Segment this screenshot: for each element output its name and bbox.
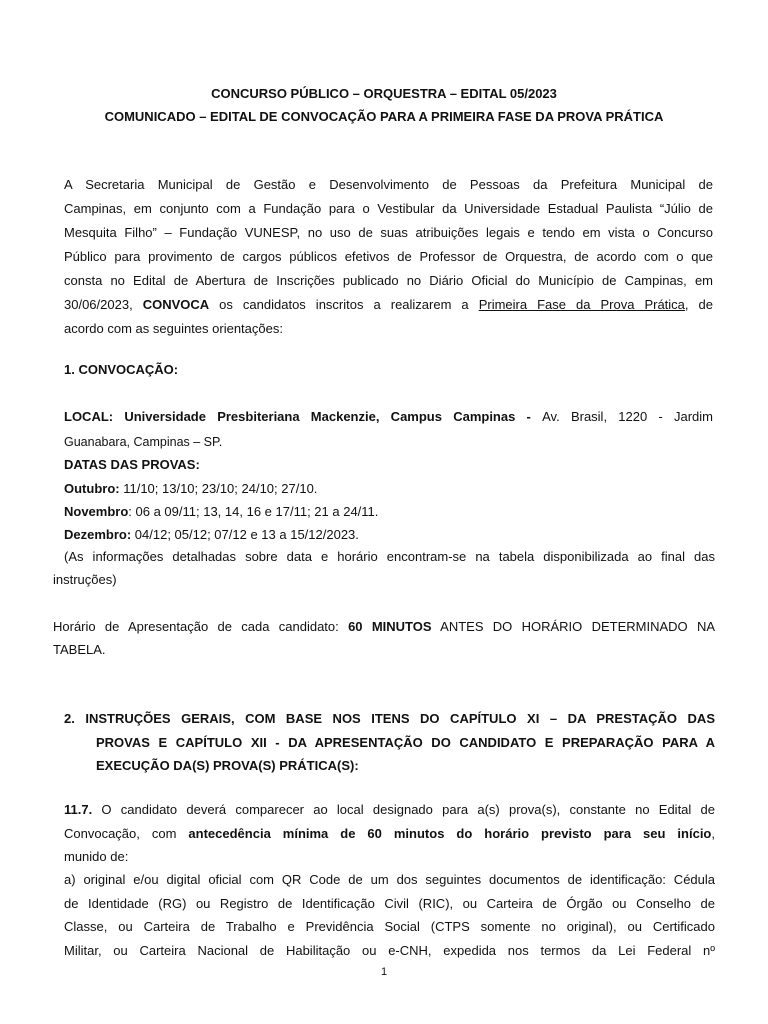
horario-line: Horário de Apresentação de cada candidato: 60 MINUTOS ANTES DO HORÁRIO DETERMINADO NA: [53, 619, 716, 634]
dezembro-line: Dezembro: 04/12; 05/12; 07/12 e 13 a 15/12/2023.: [64, 527, 359, 542]
intro-line: Mesquita Filho” – Fundação VUNESP, no uso de suas atribuições legais e tendo em vista o Concurso: [64, 225, 713, 240]
intro-line: acordo com as seguintes orientações:: [64, 321, 283, 336]
item-a-line: de Identidade (RG) ou Registro de Identificação Civil (RIC), ou Carteira de Órgão ou Conselho de: [64, 896, 715, 911]
local-address: Guanabara, Campinas – SP.: [64, 435, 223, 449]
intro-line: Campinas, em conjunto com a Fundação para o Vestibular da Universidade Estadual Paulista “Júlio de: [64, 201, 713, 216]
item-11-7-line: Convocação, com antecedência mínima de 60 minutos do horário previsto para seu início,: [64, 826, 716, 841]
section-2-title: PROVAS E CAPÍTULO XII - DA APRESENTAÇÃO DO CANDIDATO E PREPARAÇÃO PARA A: [96, 735, 715, 750]
item-a-line: a) original e/ou digital oficial com QR Code de um dos seguintes documentos de identificação: Cédula: [64, 872, 715, 887]
datas-label: DATAS DAS PROVAS:: [64, 457, 200, 472]
info-line: instruções): [53, 572, 117, 587]
info-line: (As informações detalhadas sobre data e horário encontram-se na tabela disponibilizada ao final das: [64, 549, 715, 564]
section-2-title: EXECUÇÃO DA(S) PROVA(S) PRÁTICA(S):: [96, 758, 359, 773]
header-subtitle: COMUNICADO – EDITAL DE CONVOCAÇÃO PARA A PRIMEIRA FASE DA PROVA PRÁTICA: [104, 109, 664, 124]
primeira-fase-underline: Primeira Fase da Prova Prática: [478, 297, 685, 312]
page-number: 1: [380, 966, 388, 978]
item-a-line: Militar, ou Carteira Nacional de Habilitação ou e-CNH, expedida nos termos da Lei Federal nº: [64, 943, 715, 958]
intro-line: A Secretaria Municipal de Gestão e Desenvolvimento de Pessoas da Prefeitura Municipal de: [64, 177, 713, 192]
item-11-7-line: munido de:: [64, 849, 129, 864]
outubro-line: Outubro: 11/10; 13/10; 23/10; 24/10; 27/10.: [64, 481, 318, 496]
intro-line: consta no Edital de Abertura de Inscrições publicado no Diário Oficial do Município de Campinas, em: [64, 273, 713, 288]
local-line: LOCAL: Universidade Presbiteriana Mackenzie, Campus Campinas - Av. Brasil, 1220 - Jardim: [64, 409, 714, 424]
horario-line: TABELA.: [53, 642, 106, 657]
intro-line: Público para provimento de cargos públicos efetivos de Professor de Orquestra, de acordo com o que: [64, 249, 713, 264]
section-1-title: 1. CONVOCAÇÃO:: [64, 362, 179, 377]
item-11-7-line: 11.7. O candidato deverá comparecer ao local designado para a(s) prova(s), constante no Edital de: [64, 802, 715, 817]
header-title: CONCURSO PÚBLICO – ORQUESTRA – EDITAL 05/2023: [211, 86, 557, 101]
item-a-line: Classe, ou Carteira de Trabalho e Previdência Social (CTPS somente no original), ou Certificado: [64, 919, 715, 934]
novembro-line: Novembro: 06 a 09/11; 13, 14, 16 e 17/11; 21 a 24/11.: [64, 504, 379, 519]
intro-line: 30/06/2023, CONVOCA os candidatos inscritos a realizarem a Primeira Fase da Prova Prática, de: [64, 297, 714, 312]
section-2-title: 2. INSTRUÇÕES GERAIS, COM BASE NOS ITENS DO CAPÍTULO XI – DA PRESTAÇÃO DAS: [64, 711, 715, 726]
convoca-bold: CONVOCA: [142, 297, 210, 312]
